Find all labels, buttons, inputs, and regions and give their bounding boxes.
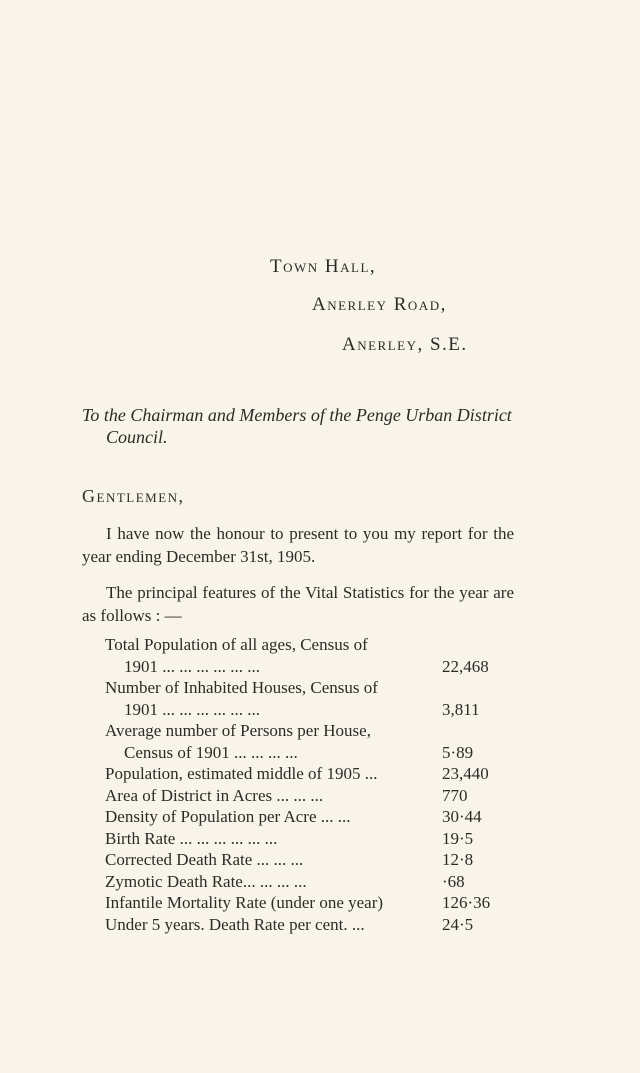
stat-label: Total Population of all ages, Census of [105,635,368,654]
stat-row [105,677,505,720]
intro-paragraph: I have now the honour to present to you my report for the year ending December 31st, 1905. [82,524,514,566]
stat-value: 770 [442,785,468,805]
salutation: Gentlemen, [82,486,185,506]
stat-label-continued: Census of 1901 ... ... ... ... [124,742,298,762]
stat-row [105,849,505,871]
addressee-line-1: To the Chairman and Members of the Penge Urban District [82,405,512,425]
stat-value: 30·44 [442,807,482,826]
stat-label-continued: 1901 ... ... ... ... ... ... [124,656,260,676]
features-paragraph: The principal features of the Vital Statistics for the year are as follows : — [82,583,514,625]
stat-row [105,892,505,914]
stat-label: Zymotic Death Rate... ... ... ... [105,871,307,891]
stat-value: 23,440 [442,764,489,783]
stat-value: 22,468 [442,656,489,676]
stat-label-continued: 1901 ... ... ... ... ... ... [124,699,260,719]
stat-label: Density of Population per Acre ... ... [105,807,351,826]
stat-row [105,806,505,828]
address-line-town-hall: Town Hall, [270,256,377,277]
stat-label: Average number of Persons per House, [105,721,371,740]
stat-value: 5·89 [442,742,474,762]
stat-label: Corrected Death Rate ... ... ... [105,850,304,869]
address-line-road: Anerley Road, [312,294,447,315]
stat-row [105,634,505,677]
address-line-district: Anerley, S.E. [342,334,468,355]
stat-row [105,828,505,850]
stat-label: Population, estimated middle of 1905 ... [105,764,378,783]
stat-label: Birth Rate ... ... ... ... ... ... [105,828,278,848]
stat-value: ·68 [442,871,465,891]
stat-label: Under 5 years. Death Rate per cent. ... [105,914,365,934]
stat-row [105,785,505,807]
stat-row [105,914,505,936]
stat-label: Area of District in Acres ... ... ... [105,785,324,805]
stat-value: 3,811 [442,699,480,719]
stat-value: 19·5 [442,828,474,848]
stat-row [105,871,505,893]
addressee-line-2: Council. [106,427,168,447]
stat-value: 24·5 [442,914,474,934]
stat-value: 126·36 [442,893,491,912]
stat-value: 12·8 [442,850,474,869]
addressee [82,404,522,448]
stat-label: Infantile Mortality Rate (under one year) [105,893,384,912]
stat-row [105,720,505,763]
stat-row [105,763,505,785]
stat-label: Number of Inhabited Houses, Census of [105,678,378,697]
vital-statistics-table [105,634,505,935]
